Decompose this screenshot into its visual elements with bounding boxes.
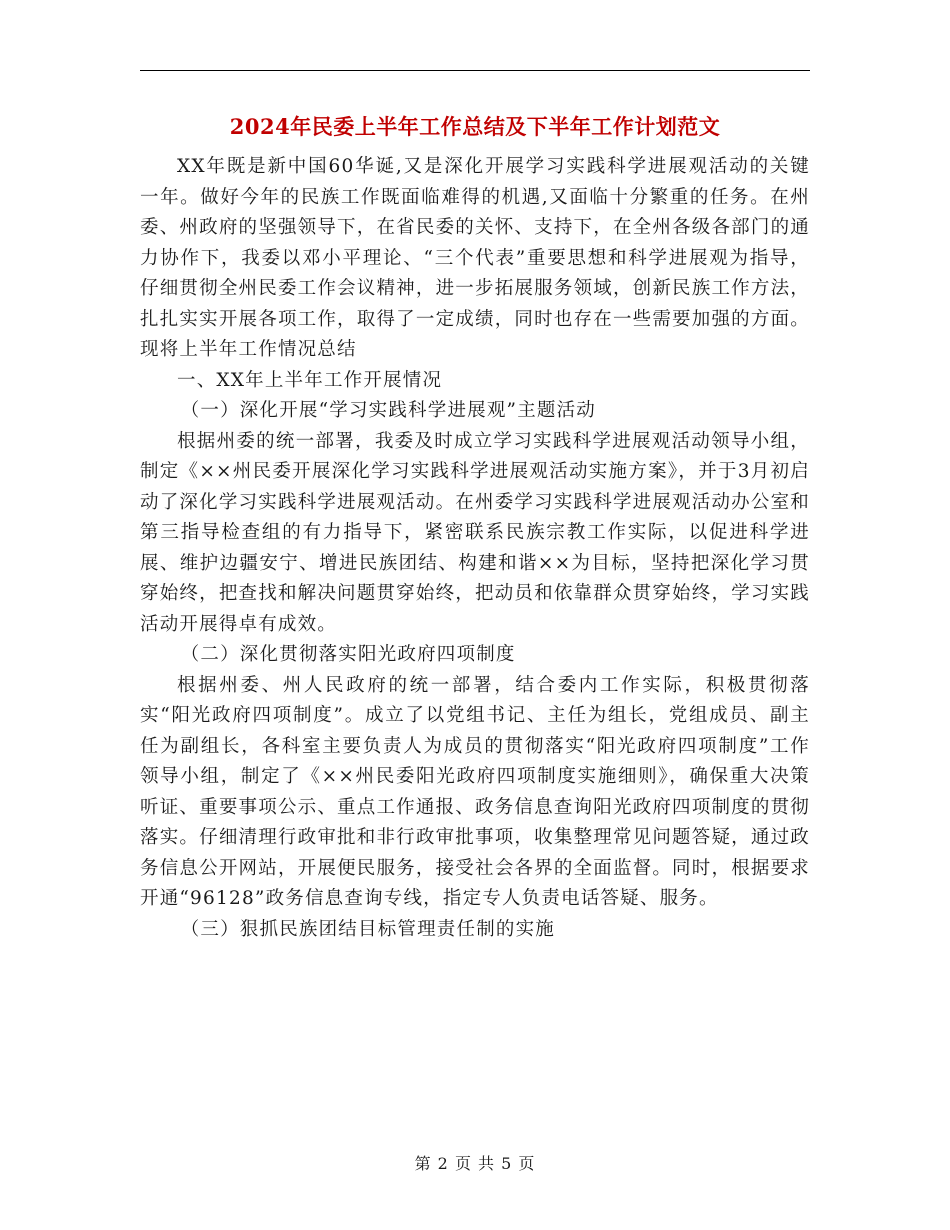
document-title: 2024年民委上半年工作总结及下半年工作计划范文 <box>229 114 721 139</box>
paragraph-intro: XX年既是新中国60华诞,又是深化开展学习实践科学进展观活动的关键一年。做好今年的民族工作既面临难得的机遇,又面临十分繁重的任务。在州委、州政府的坚强领导下，在省民委的关怀、支持下，在全州各级各部门的通力协作下，我委以邓小平理论、“三个代表”重要思想和科学进展观为指导，仔细贯彻全州民委工作会议精神，进一步拓展服务领域，创新民族工作方法，扎扎实实开展各项工作，取得了一定成绩，同时也存在一些需要加强的方面。现将上半年工作情况总结 <box>140 156 810 360</box>
page-number-label: 第 2 页 共 5 页 <box>414 1154 536 1173</box>
paragraph-sunshine-government: 根据州委、州人民政府的统一部署，结合委内工作实际，积极贯彻落实“阳光政府四项制度”。成立了以党组书记、主任为组长，党组成员、副主任为副组长，各科室主要负责人为成员的贯彻落实“阳光政府四项制度”工作领导小组，制定了《××州民委阳光政府四项制度实施细则》，确保重大决策听证、重要事项公示、重点工作通报、政务信息查询阳光政府四项制度的贯彻落实。仔细清理行政审批和非行政审批事项，收集整理常见问题答疑，通过政务信息公开网站，开展便民服务，接受社会各界的全面监督。同时，根据要求开通“96128”政务信息查询专线，指定专人负责电话答疑、服务。 <box>140 674 810 909</box>
subsection-heading-2: （二）深化贯彻落实阳光政府四项制度 <box>180 644 516 665</box>
subsection-heading-1: （一）深化开展“学习实践科学进展观”主题活动 <box>180 400 597 421</box>
document-body <box>140 152 810 945</box>
page-footer <box>140 1152 810 1176</box>
paragraph-study-practice: 根据州委的统一部署，我委及时成立学习实践科学进展观活动领导小组，制定《××州民委开展深化学习实践科学进展观活动实施方案》，并于3月初启动了深化学习实践科学进展观活动。在州委学习实践科学进展观活动办公室和第三指导检查组的有力指导下，紧密联系民族宗教工作实际，以促进科学进展、维护边疆安宁、增进民族团结、构建和谐××为目标，坚持把深化学习贯穿始终，把查找和解决问题贯穿始终，把动员和依靠群众贯穿始终，学习实践活动开展得卓有成效。 <box>140 430 810 635</box>
subsection-heading-3: （三）狠抓民族团结目标管理责任制的实施 <box>180 918 555 940</box>
section-heading-1: 一、XX年上半年工作开展情况 <box>177 369 443 391</box>
header-rule <box>140 70 810 71</box>
